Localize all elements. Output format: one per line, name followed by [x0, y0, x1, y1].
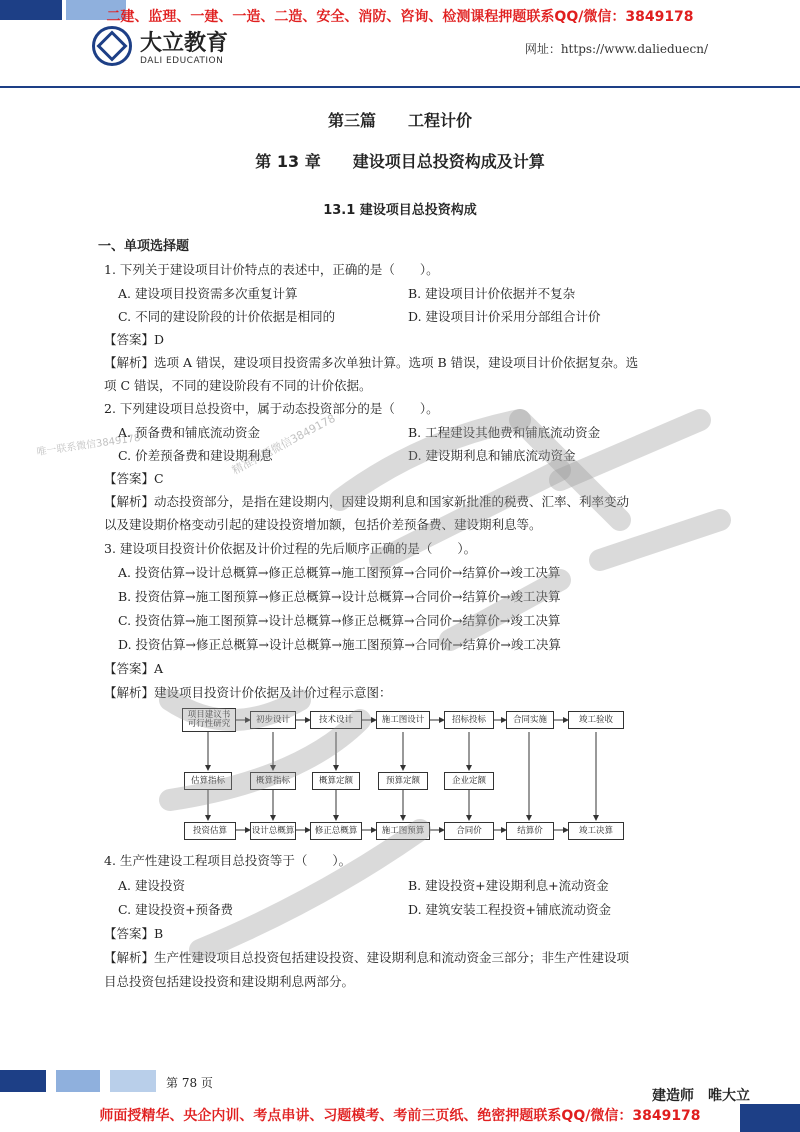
flow-r3-revised-budget: 修正总概算	[310, 822, 362, 840]
side-watermark: 唯一联系微信3849178	[36, 432, 142, 459]
footer-bar-dark	[0, 1070, 46, 1092]
flow-r1-contract-implementation: 合同实施	[506, 711, 554, 729]
q4-answer: 【答案】B	[104, 926, 164, 941]
flow-r2-budget-quota: 概算定额	[312, 772, 360, 790]
flow-r1-construction-drawing: 施工图设计	[376, 711, 430, 729]
q3-option-b: B. 投资估算→施工图预算→修正总概算→设计总概算→合同价→结算价→竣工决算	[118, 589, 561, 604]
q1-answer: 【答案】D	[104, 332, 165, 347]
q1-option-c: C. 不同的建设阶段的计价依据是相同的	[118, 309, 336, 324]
q4-analysis-2: 目总投资包括建设投资和建设期利息两部分。	[104, 974, 355, 989]
flow-r1-feasibility: 项目建议书 可行性研究	[182, 708, 236, 732]
q1-option-b: B. 建设项目计价依据并不复杂	[408, 286, 576, 301]
q4-stem: 4. 生产性建设工程项目总投资等于（ ）。	[104, 853, 352, 868]
q2-option-d: D. 建设期利息和铺底流动资金	[408, 448, 576, 463]
q2-analysis-1: 【解析】动态投资部分，是指在建设期内，因建设期利息和国家新批准的税费、汇率、利率变动	[104, 494, 630, 509]
flow-r3-investment-estimate: 投资估算	[184, 822, 236, 840]
q1-analysis-1: 【解析】选项 A 错误，建设项目投资需多次单独计算。选项 B 错误，建设项目计价依据复杂。选	[104, 355, 639, 370]
flow-r3-settlement-price: 结算价	[506, 822, 554, 840]
q3-option-a: A. 投资估算→设计总概算→修正总概算→施工图预算→合同价→结算价→竣工决算	[118, 565, 561, 580]
chapter-title: 第 13 章 建设项目总投资构成及计算	[255, 152, 545, 171]
page-number: 第 78 页	[166, 1076, 213, 1090]
footer-bar-light-2	[110, 1070, 156, 1092]
flow-r1-preliminary-design: 初步设计	[250, 711, 296, 729]
flow-r3-drawing-forecast: 施工图预算	[376, 822, 430, 840]
q3-analysis-1: 【解析】建设项目投资计价依据及计价过程示意图：	[104, 685, 392, 700]
footer-bar-light-1	[56, 1070, 100, 1092]
q1-option-d: D. 建设项目计价采用分部组合计价	[408, 309, 601, 324]
flow-r3-design-budget: 设计总概算	[250, 822, 296, 840]
flow-r2-enterprise-quota: 企业定额	[444, 772, 494, 790]
footer-ad: 师面授精华、央企内训、考点串讲、习题模考、考前三页纸、绝密押题联系QQ/微信：3849178	[99, 1108, 701, 1124]
q2-stem: 2. 下列建设项目总投资中，属于动态投资部分的是（ ）。	[104, 401, 439, 416]
header-ad: 二建、监理、一建、一造、二造、安全、消防、咨询、检测课程押题联系QQ/微信：3849178	[106, 9, 694, 25]
flow-r1-technical-design: 技术设计	[310, 711, 362, 729]
q1-analysis-2: 项 C 错误，不同的建设阶段有不同的计价依据。	[104, 378, 372, 393]
logo-en: DALI EDUCATION	[140, 56, 224, 66]
part-title: 第三篇 工程计价	[327, 111, 472, 130]
q3-stem: 3. 建设项目投资计价依据及计价过程的先后顺序正确的是（ ）。	[104, 541, 477, 556]
logo-name: 大立教育	[140, 31, 229, 56]
q4-option-b: B. 建设投资+建设期利息+流动资金	[408, 878, 609, 893]
flow-r3-final-accounts: 竣工决算	[568, 822, 624, 840]
q4-option-a: A. 建设投资	[118, 878, 185, 893]
site-url: 网址：https://www.dalieduecn/	[524, 42, 708, 56]
logo-mark-icon	[92, 26, 132, 66]
q1-stem: 1. 下列关于建设项目计价特点的表述中，正确的是（ ）。	[104, 262, 439, 277]
q4-option-d: D. 建筑安装工程投资+铺底流动资金	[408, 902, 611, 917]
flow-r2-estimate-index: 估算指标	[184, 772, 232, 790]
q2-analysis-2: 以及建设期价格变动引起的建设投资增加额，包括价差预备费、建设期利息等。	[104, 517, 542, 532]
q2-option-b: B. 工程建设其他费和铺底流动资金	[408, 425, 601, 440]
q3-option-d: D. 投资估算→修正总概算→设计总概算→施工图预算→合同价→结算价→竣工决算	[118, 637, 561, 652]
footer-brand: 建造师 唯大立	[652, 1088, 750, 1104]
q1-option-a: A. 建设项目投资需多次重复计算	[118, 286, 298, 301]
q4-option-c: C. 建设投资+预备费	[118, 902, 234, 917]
q3-option-c: C. 投资估算→施工图预算→设计总概算→修正总概算→合同价→结算价→竣工决算	[118, 613, 561, 628]
flow-r1-bidding: 招标投标	[444, 711, 494, 729]
q2-option-a: A. 预备费和铺底流动资金	[118, 425, 260, 440]
q3-answer: 【答案】A	[104, 661, 164, 676]
flow-r2-budget-index: 概算指标	[250, 772, 296, 790]
header-rule	[0, 86, 800, 88]
q4-analysis-1: 【解析】生产性建设项目总投资包括建设投资、建设期利息和流动资金三部分；非生产性建设项	[104, 950, 630, 965]
mid-watermark: 精准押题微信3849178	[229, 411, 338, 478]
pricing-flow-diagram	[172, 708, 632, 844]
flow-r3-contract-price: 合同价	[444, 822, 494, 840]
flow-r2-forecast-quota: 预算定额	[378, 772, 428, 790]
logo	[92, 26, 252, 72]
flow-r1-completion-acceptance: 竣工验收	[568, 711, 624, 729]
q2-option-c: C. 价差预备费和建设期利息	[118, 448, 273, 463]
q2-answer: 【答案】C	[104, 471, 164, 486]
category-title: 一、单项选择题	[98, 239, 190, 254]
section-title: 13.1 建设项目总投资构成	[323, 203, 477, 218]
